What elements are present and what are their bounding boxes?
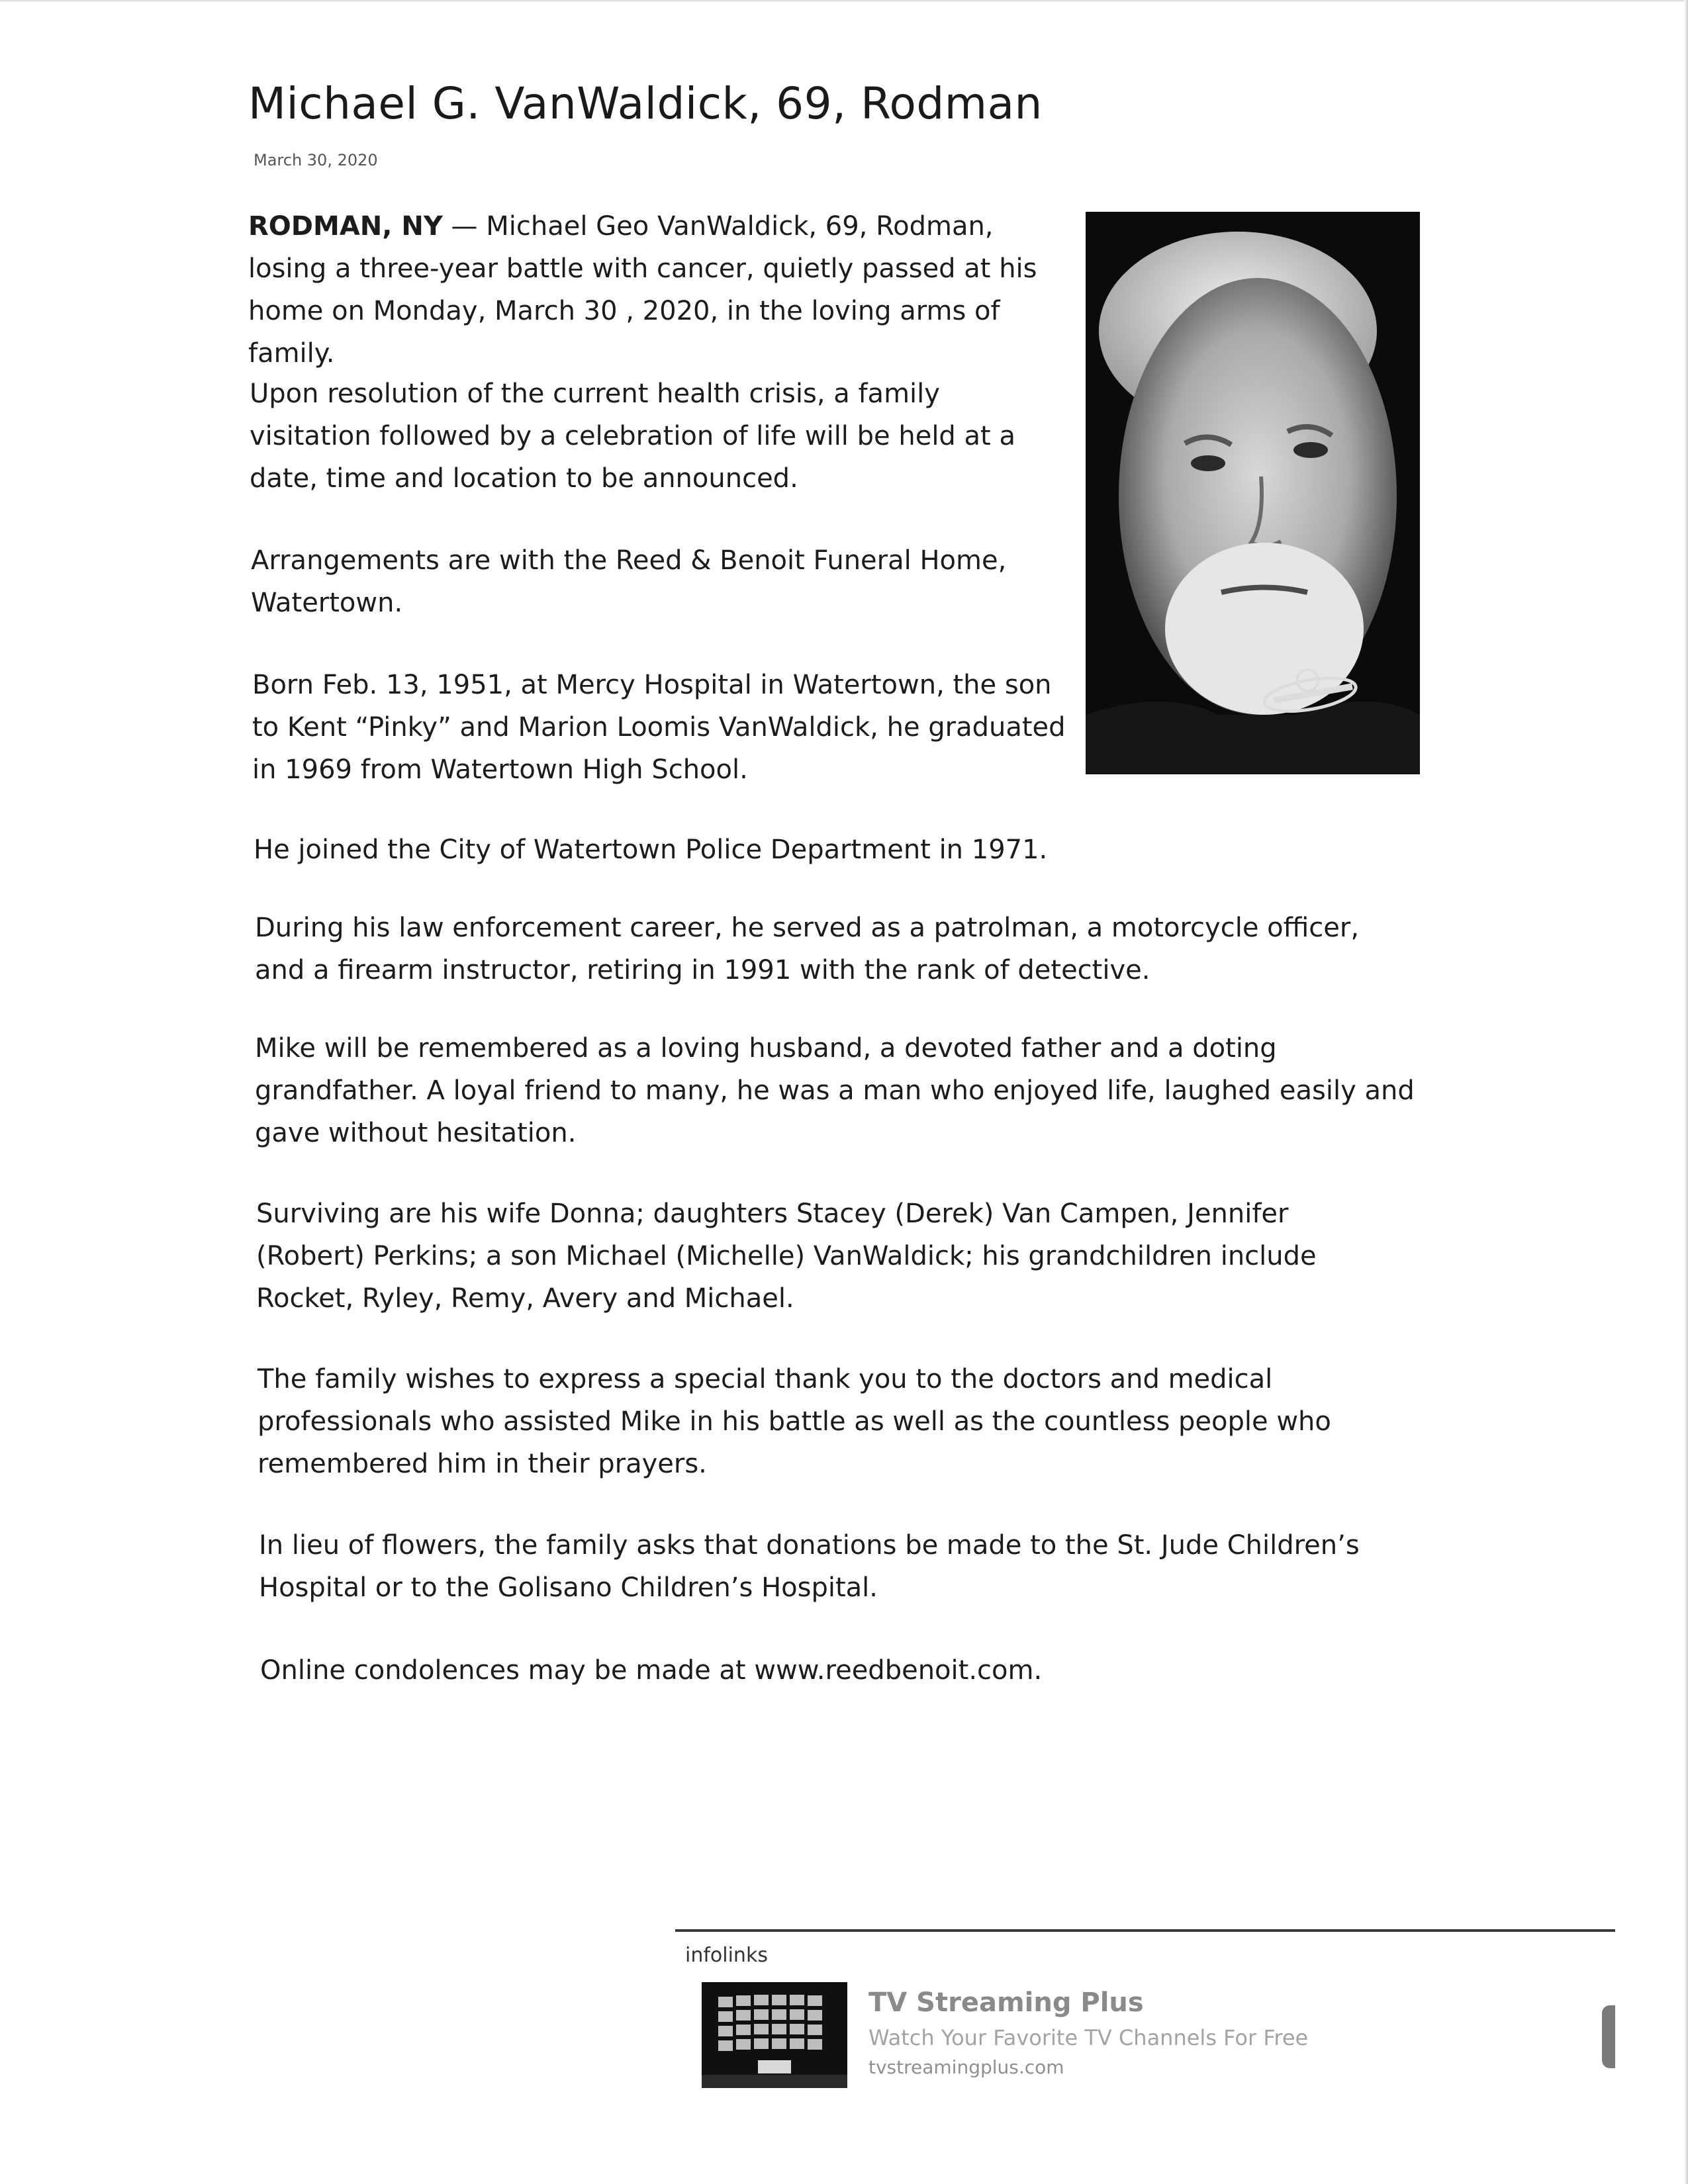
ad-divider — [675, 1929, 1615, 1932]
ad-thumbnail[interactable] — [702, 1982, 847, 2088]
paragraph-9: The family wishes to express a special thank you to the doctors and medical professionals who assisted Mike in his battle as well as the countless people who remembered him in their prayers. — [258, 1364, 1331, 1479]
ad-banner[interactable] — [675, 1929, 1615, 2101]
paragraph-11: Online condolences may be made at www.reedbenoit.com. — [260, 1655, 1043, 1686]
article-date: March 30, 2020 — [254, 151, 378, 169]
article-title: Michael G. VanWaldick, 69, Rodman — [248, 78, 1043, 129]
page-edge-shadow-right — [1684, 0, 1688, 2184]
page-edge-shadow — [0, 0, 1688, 3]
paragraph-5: He joined the City of Watertown Police Department in 1971. — [254, 835, 1048, 865]
paragraph-6: During his law enforcement career, he served as a patrolman, a motorcycle officer, and a firearm instructor, retiring in 1991 with the rank of detective. — [255, 913, 1360, 985]
paragraph-10: In lieu of flowers, the family asks that donations be made to the St. Jude Children’s Hospital or to the Golisano Children’s Hospital. — [259, 1530, 1360, 1603]
obituary-photo — [1086, 212, 1420, 774]
paragraph-8: Surviving are his wife Donna; daughters Stacey (Derek) Van Campen, Jennifer (Robert) Perkins; a son Michael (Michelle) VanWaldick; his grandchildren include Rocket, Ryley, Remy, Avery and Michael. — [256, 1199, 1317, 1314]
paragraph-1 — [248, 205, 1062, 375]
tv-wall-icon — [702, 1982, 847, 2088]
paragraph-4: Born Feb. 13, 1951, at Mercy Hospital in Watertown, the son to Kent “Pinky” and Marion Loomis VanWaldick, he graduated in 1969 from Watertown High School. — [252, 670, 1066, 785]
paragraph-2: Upon resolution of the current health crisis, a family visitation followed by a celebration of life will be held at a date, time and location to be announced. — [250, 379, 1015, 494]
ad-brand-label[interactable]: infolinks — [685, 1944, 768, 1967]
ad-description[interactable]: Watch Your Favorite TV Channels For Free — [868, 2025, 1309, 2050]
paragraph-3: Arrangements are with the Reed & Benoit Funeral Home, Watertown. — [251, 545, 1007, 618]
paragraph-7: Mike will be remembered as a loving husband, a devoted father and a doting grandfather. A loyal friend to many, he was a man who enjoyed life, laughed easily and gave without hesitation. — [255, 1033, 1415, 1148]
ad-url[interactable]: tvstreamingplus.com — [868, 2056, 1064, 2078]
dateline: RODMAN, NY — [248, 211, 443, 242]
portrait-image — [1086, 212, 1420, 774]
ad-title[interactable]: TV Streaming Plus — [868, 1987, 1144, 2018]
ad-scroll-tab-icon[interactable] — [1602, 2005, 1615, 2068]
paragraph-1-text: — Michael Geo VanWaldick, 69, Rodman, losing a three-year battle with cancer, quietly passed at his home on Monday, March 30 , 2020, in the loving arms of family. — [248, 211, 1037, 369]
